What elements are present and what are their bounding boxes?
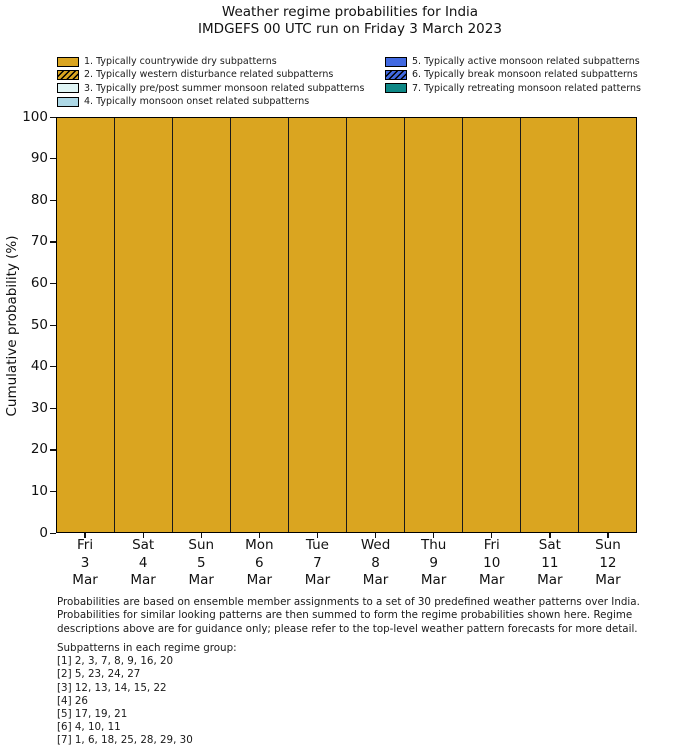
bar-tue-7mar [288, 118, 346, 532]
x-tick-label-fri-10: Fri 10 Mar [479, 537, 505, 588]
subpatterns-entry: [6] 4, 10, 11 [57, 721, 121, 734]
y-tick-label-40: 40 [30, 358, 48, 375]
x-tick-label-sat-11: Sat 11 Mar [537, 537, 563, 588]
legend-column-right [385, 55, 641, 95]
y-tick-mark [50, 325, 56, 326]
bar-fri-10mar [462, 118, 520, 532]
chart-title [0, 4, 700, 38]
bar-wed-8mar [346, 118, 404, 532]
subpatterns-heading: Subpatterns in each regime group: [57, 642, 237, 654]
bar-fri-3mar [57, 118, 114, 532]
legend-item-label: 6. Typically break monsoon related subpatterns [412, 69, 638, 81]
x-tick-label-sat-4: Sat 4 Mar [130, 537, 156, 588]
subpatterns-entry: [2] 5, 23, 24, 27 [57, 668, 141, 681]
legend-item-label: 1. Typically countrywide dry subpatterns [84, 56, 277, 68]
y-tick-mark [50, 200, 56, 201]
legend-swatch-icon [385, 83, 407, 93]
footer-line: descriptions above are for guidance only; please refer to the top-level weather pattern forecasts for more detail. [57, 622, 638, 635]
footer-note [57, 596, 640, 636]
legend-item [385, 55, 641, 68]
y-axis-title: Cumulative probability (%) [4, 235, 20, 417]
legend-item-label: 7. Typically retreating monsoon related patterns [412, 82, 641, 94]
x-tick-label-tue-7: Tue 7 Mar [304, 537, 331, 588]
legend-item [57, 95, 364, 108]
y-tick-mark [50, 158, 56, 159]
x-tick-label-mon-6: Mon 6 Mar [245, 537, 274, 588]
subpatterns-entry: [1] 2, 3, 7, 8, 9, 16, 20 [57, 655, 174, 668]
footer-line: Probabilities are based on ensemble member assignments to a set of 30 predefined weather patterns over India. [57, 596, 640, 608]
legend-item [57, 82, 364, 95]
legend-item-label: 2. Typically western disturbance related subpatterns [84, 69, 334, 81]
legend-swatch-icon [57, 70, 79, 80]
x-tick-label-sun-5: Sun 5 Mar [188, 537, 215, 588]
y-tick-mark [50, 408, 56, 409]
plot-area [56, 117, 637, 533]
chart-title-line2: IMDGEFS 00 UTC run on Friday 3 March 2023 [198, 21, 502, 37]
y-tick-label-10: 10 [30, 482, 48, 499]
y-tick-mark [50, 491, 56, 492]
legend-swatch-icon [57, 57, 79, 67]
y-tick-mark [50, 366, 56, 367]
subpatterns-entry: [3] 12, 13, 14, 15, 22 [57, 681, 167, 694]
chart-title-line1: Weather regime probabilities for India [221, 4, 479, 20]
y-tick-label-0: 0 [39, 524, 48, 541]
y-tick-label-50: 50 [30, 316, 48, 333]
bar-sun-12mar [578, 118, 636, 532]
y-tick-mark [50, 283, 56, 284]
y-tick-label-70: 70 [30, 233, 48, 250]
subpatterns-entry: [5] 17, 19, 21 [57, 708, 128, 721]
y-tick-label-60: 60 [30, 274, 48, 291]
legend-column-left [57, 55, 364, 108]
legend-item-label: 4. Typically monsoon onset related subpatterns [84, 96, 310, 108]
legend-swatch-icon [57, 83, 79, 93]
subpatterns-list [57, 642, 237, 748]
bar-sat-4mar [114, 118, 172, 532]
y-tick-label-20: 20 [30, 441, 48, 458]
legend-item-label: 3. Typically pre/post summer monsoon related subpatterns [84, 82, 365, 94]
legend-swatch-icon [385, 57, 407, 67]
bar-sun-5mar [172, 118, 230, 532]
y-tick-label-90: 90 [30, 150, 48, 167]
y-tick-mark [50, 533, 56, 534]
x-tick-label-wed-8: Wed 8 Mar [360, 537, 391, 588]
y-tick-mark [50, 241, 56, 242]
bar-mon-6mar [230, 118, 288, 532]
legend-item [57, 68, 364, 81]
legend-item [57, 55, 364, 68]
subpatterns-entry: [7] 1, 6, 18, 25, 28, 29, 30 [57, 734, 193, 747]
bar-thu-9mar [404, 118, 462, 532]
bar-sat-11mar [520, 118, 578, 532]
y-tick-mark [50, 117, 56, 118]
legend-swatch-icon [57, 97, 79, 107]
legend-swatch-icon [385, 70, 407, 80]
y-tick-label-100: 100 [22, 108, 48, 125]
legend-item [385, 68, 641, 81]
footer-line: Probabilities for similar looking patterns are then summed to form the regime probabilities shown here. Regime [57, 609, 633, 622]
legend-item-label: 5. Typically active monsoon related subpatterns [412, 56, 640, 68]
y-tick-mark [50, 449, 56, 450]
x-tick-label-thu-9: Thu 9 Mar [420, 537, 447, 588]
legend-item [385, 82, 641, 95]
subpatterns-entry: [4] 26 [57, 694, 88, 707]
y-tick-label-80: 80 [30, 191, 48, 208]
x-tick-label-sun-12: Sun 12 Mar [595, 537, 621, 588]
y-tick-label-30: 30 [30, 399, 48, 416]
x-tick-label-fri-3: Fri 3 Mar [72, 537, 98, 588]
